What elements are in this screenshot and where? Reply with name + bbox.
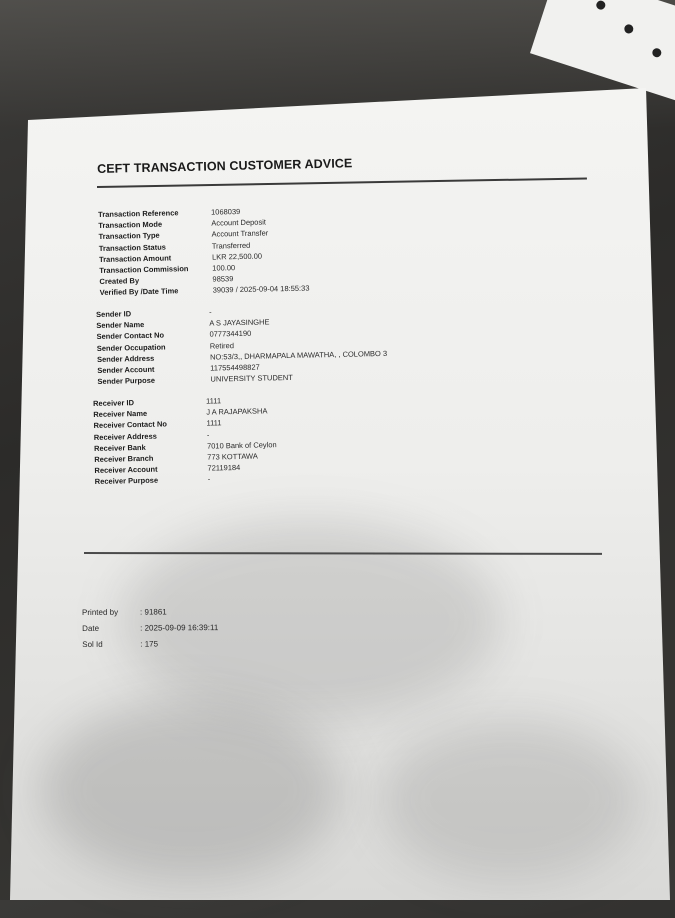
receiver-field-label: Receiver Purpose (95, 476, 159, 486)
transaction-details (98, 210, 100, 299)
sender-field-label: Sender Account (97, 365, 154, 375)
footer-field-label: Printed by (82, 608, 118, 617)
transaction-field-label: Transaction Reference (98, 208, 179, 219)
receiver-field-value: 72119184 (207, 463, 240, 473)
transaction-field-label: Transaction Mode (98, 220, 162, 230)
sender-field-value: UNIVERSITY STUDENT (210, 373, 293, 384)
receiver-field-label: Receiver Bank (94, 443, 146, 453)
sender-field-label: Sender Occupation (97, 342, 166, 352)
footer-field-value: : 2025-09-09 16:39:11 (140, 623, 218, 633)
transaction-field-label: Transaction Type (98, 231, 159, 241)
transaction-field-value: Transferred (212, 240, 251, 250)
sender-field-label: Sender Name (96, 320, 144, 330)
transaction-field-label: Transaction Commission (99, 264, 188, 275)
transaction-field-label: Verified By /Date Time (100, 287, 179, 298)
receiver-field-label: Receiver Branch (94, 454, 153, 464)
sender-field-value: 117554498827 (210, 363, 260, 373)
footer-field-label: Sol Id (82, 640, 103, 649)
receiver-field-value: - (208, 475, 211, 484)
sender-field-label: Sender Contact No (96, 331, 164, 341)
transaction-field-label: Transaction Amount (99, 253, 171, 264)
sender-field-value: Retired (210, 341, 234, 351)
transaction-field-value: LKR 22,500.00 (212, 251, 262, 261)
section-divider (84, 552, 602, 554)
sender-details (96, 310, 98, 388)
transaction-field-label: Transaction Status (99, 242, 166, 252)
transaction-field-value: 98539 (212, 274, 233, 283)
transaction-field-value: 100.00 (212, 263, 235, 272)
receiver-field-value: 773 KOTTAWA (207, 451, 258, 461)
sender-field-label: Sender ID (96, 309, 131, 319)
receiver-details (93, 399, 95, 488)
footer-field-label: Date (82, 624, 99, 633)
receiver-field-value: 1111 (206, 419, 221, 428)
sender-field-value: 0777344190 (209, 329, 251, 339)
transaction-field-label: Created By (99, 276, 139, 286)
document-title: CEFT TRANSACTION CUSTOMER ADVICE (97, 156, 353, 176)
receiver-field-label: Receiver Name (93, 409, 147, 419)
sender-field-label: Sender Address (97, 354, 154, 364)
receiver-field-value: 1111 (206, 396, 221, 405)
transaction-field-value: Account Deposit (211, 218, 266, 228)
sender-field-value: - (209, 308, 212, 317)
receiver-field-label: Receiver ID (93, 398, 134, 408)
transaction-field-value: 39039 / 2025-09-04 18:55:33 (213, 284, 310, 295)
title-divider (97, 177, 587, 187)
receiver-field-label: Receiver Account (94, 465, 157, 475)
receiver-field-value: - (207, 430, 210, 439)
sender-field-label: Sender Purpose (97, 376, 155, 386)
transaction-field-value: Account Transfer (211, 229, 268, 239)
transaction-field-value: 1068039 (211, 207, 240, 217)
receiver-field-label: Receiver Contact No (93, 420, 167, 431)
receiver-field-value: 7010 Bank of Ceylon (207, 440, 277, 450)
receiver-field-value: J A RAJAPAKSHA (206, 407, 267, 417)
footer-field-value: : 91861 (140, 607, 167, 616)
sender-field-value: A S JAYASINGHE (209, 318, 269, 328)
footer-field-value: : 175 (140, 639, 158, 648)
sender-field-value: NO:53/3,, DHARMAPALA MAWATHA, , COLOMBO 3 (210, 349, 387, 362)
receiver-field-label: Receiver Address (94, 431, 157, 441)
